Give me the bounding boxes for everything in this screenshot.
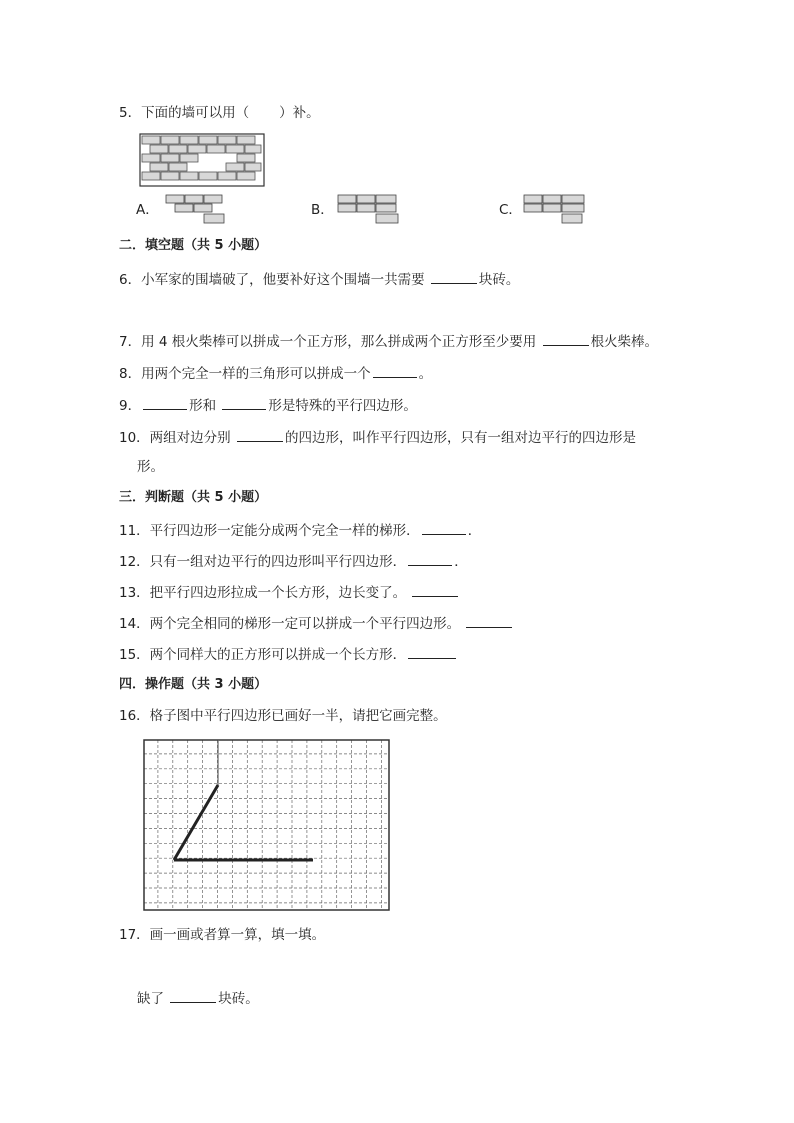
- question-16: 16．格子图中平行四边形已画好一半，请把它画完整。: [119, 708, 447, 724]
- question-11: [119, 521, 481, 540]
- option-a-image: [166, 194, 228, 226]
- question-8: [119, 364, 432, 383]
- q10-text-after: 的四边形，叫作平行四边形，只有一组对边平行的四边形是: [284, 430, 636, 446]
- q13-answer-blank[interactable]: [412, 583, 458, 597]
- option-b-image: [338, 194, 402, 226]
- q9-answer-blank-2[interactable]: [222, 396, 266, 410]
- option-c-label: C．: [499, 202, 522, 218]
- section-3-heading: 三．判断题（共 5 小题）: [119, 490, 268, 505]
- section-2-heading: 二．填空题（共 5 小题）: [119, 238, 268, 253]
- q10-text: 10．两组对边分别: [119, 430, 231, 446]
- q15-answer-blank[interactable]: [408, 645, 456, 659]
- q6-text: 6．小军家的围墙破了，他要补好这个围墙一共需要: [119, 272, 425, 288]
- option-a-label: A．: [136, 202, 159, 218]
- wall-image: [140, 134, 264, 186]
- grid-border: [144, 740, 389, 910]
- q14-answer-blank[interactable]: [466, 614, 512, 628]
- q11-answer-blank[interactable]: [422, 521, 466, 535]
- q11-text: 11．平行四边形一定能分成两个完全一样的梯形．: [119, 523, 420, 539]
- question-14: [119, 614, 514, 633]
- question-17: 17．画一画或者算一算，填一填。: [119, 927, 326, 943]
- question-10: [119, 428, 636, 447]
- q12-text: 12．只有一组对边平行的四边形叫平行四边形．: [119, 554, 407, 570]
- q6-answer-blank[interactable]: [431, 270, 477, 284]
- question-7: [119, 332, 658, 351]
- section-4-heading: 四．操作题（共 3 小题）: [119, 677, 268, 692]
- question-15: [119, 645, 458, 664]
- q12-answer-blank[interactable]: [408, 552, 452, 566]
- q14-text: 14．两个完全相同的梯形一定可以拼成一个平行四边形。: [119, 616, 461, 632]
- q7-text-after: 根火柴棒。: [590, 334, 659, 350]
- grid-lines: [144, 740, 389, 910]
- question-12: [119, 552, 468, 571]
- q11-text-after: ．: [467, 523, 482, 539]
- q9-text: 9．: [119, 398, 142, 414]
- question-10-line2: 形。: [137, 459, 164, 475]
- q8-answer-blank[interactable]: [373, 364, 417, 378]
- grid-figure: [143, 739, 391, 911]
- question-5: [119, 104, 320, 122]
- q5-text-after: ）补。: [279, 105, 320, 121]
- q17-text: 缺了: [137, 991, 164, 1007]
- q9-answer-blank-1[interactable]: [143, 396, 187, 410]
- option-b-label: B．: [311, 202, 334, 218]
- q12-text-after: ．: [454, 554, 468, 570]
- q5-text-before: 5．下面的墙可以用（: [119, 105, 250, 121]
- q10-answer-blank[interactable]: [237, 428, 283, 442]
- question-17-answer: [137, 989, 259, 1008]
- q9-text-after: 形是特殊的平行四边形。: [268, 398, 417, 414]
- q13-text: 13．把平行四边形拉成一个长方形，边长变了。: [119, 585, 407, 601]
- option-c-image: [524, 194, 588, 226]
- q8-text-after: 。: [418, 366, 433, 382]
- q17-text-after: 块砖。: [218, 991, 259, 1007]
- question-6: [119, 270, 519, 289]
- q6-text-after: 块砖。: [478, 272, 520, 288]
- question-9: [119, 396, 417, 415]
- q17-answer-blank[interactable]: [170, 989, 216, 1003]
- question-13: [119, 583, 460, 602]
- q8-text: 8．用两个完全一样的三角形可以拼成一个: [119, 366, 371, 382]
- parallelogram-slant-side: [174, 785, 218, 860]
- q15-text: 15．两个同样大的正方形可以拼成一个长方形．: [119, 647, 407, 663]
- q7-answer-blank[interactable]: [543, 332, 589, 346]
- q9-text-middle: 形和: [189, 398, 217, 414]
- q7-text: 7．用 4 根火柴棒可以拼成一个正方形，那么拼成两个正方形至少要用: [119, 334, 537, 350]
